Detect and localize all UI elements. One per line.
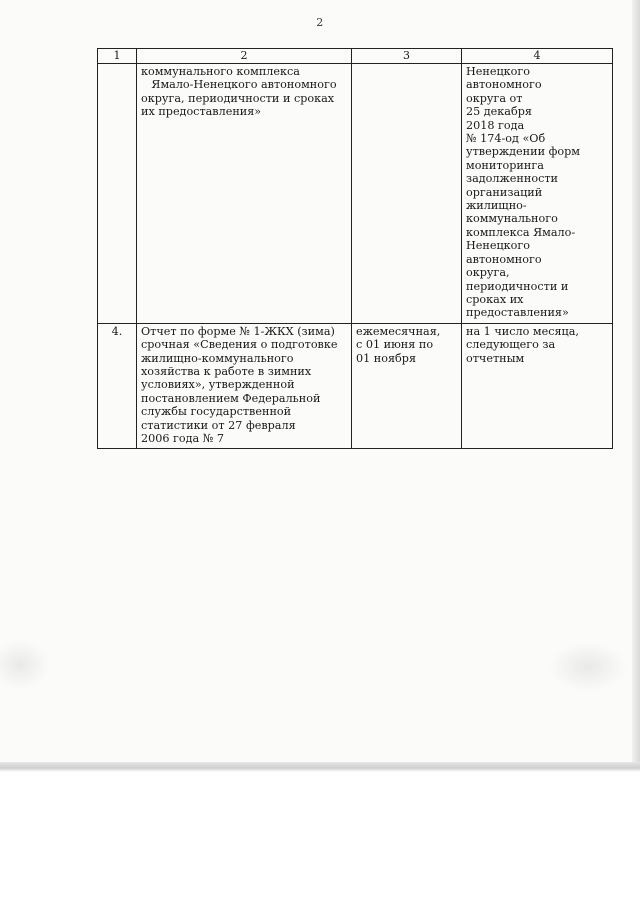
cell-text-line: 01 ноября (356, 351, 416, 365)
cell-text-line: округа от (466, 91, 523, 105)
cell-text-line: автономного (466, 78, 542, 92)
cell-text-line: Ненецкого (466, 65, 530, 78)
cell-text-line: округа, (466, 266, 510, 280)
cell-text-line: коммунального (466, 212, 558, 226)
cell-text-line: следующего за (466, 338, 556, 352)
row-number-cell (98, 64, 137, 324)
report-deadline-cell (462, 323, 613, 449)
reports-table (97, 48, 613, 449)
scan-smudge (548, 642, 628, 692)
row-number-cell: 4. (98, 323, 137, 449)
cell-text-line: на 1 число месяца, (466, 324, 579, 338)
cell-text-line: отчетным (466, 351, 525, 365)
table-row (98, 64, 613, 324)
report-deadline-cell (462, 64, 613, 324)
cell-text-line: ежемесячная, (356, 324, 441, 338)
cell-text-line: утверждении форм (466, 145, 580, 159)
cell-text-line: предоставления» (466, 306, 569, 320)
report-name-cell (137, 323, 352, 449)
cell-text-line: жилищно-коммунального (141, 351, 294, 365)
cell-text-line: Отчет по форме № 1-ЖКХ (зима) (141, 324, 335, 338)
cell-text-line: № 174-од «Об (466, 132, 546, 146)
column-header: 2 (137, 49, 352, 64)
cell-text-line: периодичности и (466, 279, 569, 293)
page-number: 2 (316, 16, 324, 29)
table-row (98, 323, 613, 449)
report-name-cell (137, 64, 352, 324)
column-header: 4 (462, 49, 613, 64)
cell-text-line: автономного (466, 252, 542, 266)
cell-text-line: организаций (466, 185, 543, 199)
table-header-row (98, 49, 613, 64)
cell-text-line: задолженности (466, 172, 558, 186)
cell-text-line: постановлением Федеральной (141, 391, 321, 405)
cell-text-line: статистики от 27 февраля (141, 418, 296, 432)
cell-text-line: с 01 июня по (356, 338, 434, 352)
cell-text-line: срочная «Сведения о подготовке (141, 338, 338, 352)
cell-text-line: 25 декабря (466, 105, 532, 119)
cell-text-line: условиях», утвержденной (141, 378, 295, 392)
scan-shadow-bottom (0, 762, 640, 772)
cell-text-line: 2018 года (466, 118, 525, 132)
cell-text-line: коммунального комплекса (141, 65, 300, 78)
cell-text-line: 2006 года № 7 (141, 431, 224, 445)
report-period-cell (352, 323, 462, 449)
report-period-cell (352, 64, 462, 324)
cell-text-line: их предоставления» (141, 105, 262, 119)
cell-text-line: сроках их (466, 292, 524, 306)
scan-shadow-right (632, 0, 640, 768)
cell-text-line: хозяйства к работе в зимних (141, 364, 312, 378)
cell-text-line: службы государственной (141, 405, 292, 419)
cell-text-line: Ямало-Ненецкого автономного (151, 78, 337, 92)
cell-text-line: округа, периодичности и сроках (141, 91, 335, 105)
cell-text-line: жилищно- (466, 199, 527, 213)
cell-text-line: мониторинга (466, 158, 544, 172)
cell-text-line: комплекса Ямало- (466, 225, 576, 239)
cell-text-line: Ненецкого (466, 239, 530, 253)
column-header: 3 (352, 49, 462, 64)
column-header: 1 (98, 49, 137, 64)
